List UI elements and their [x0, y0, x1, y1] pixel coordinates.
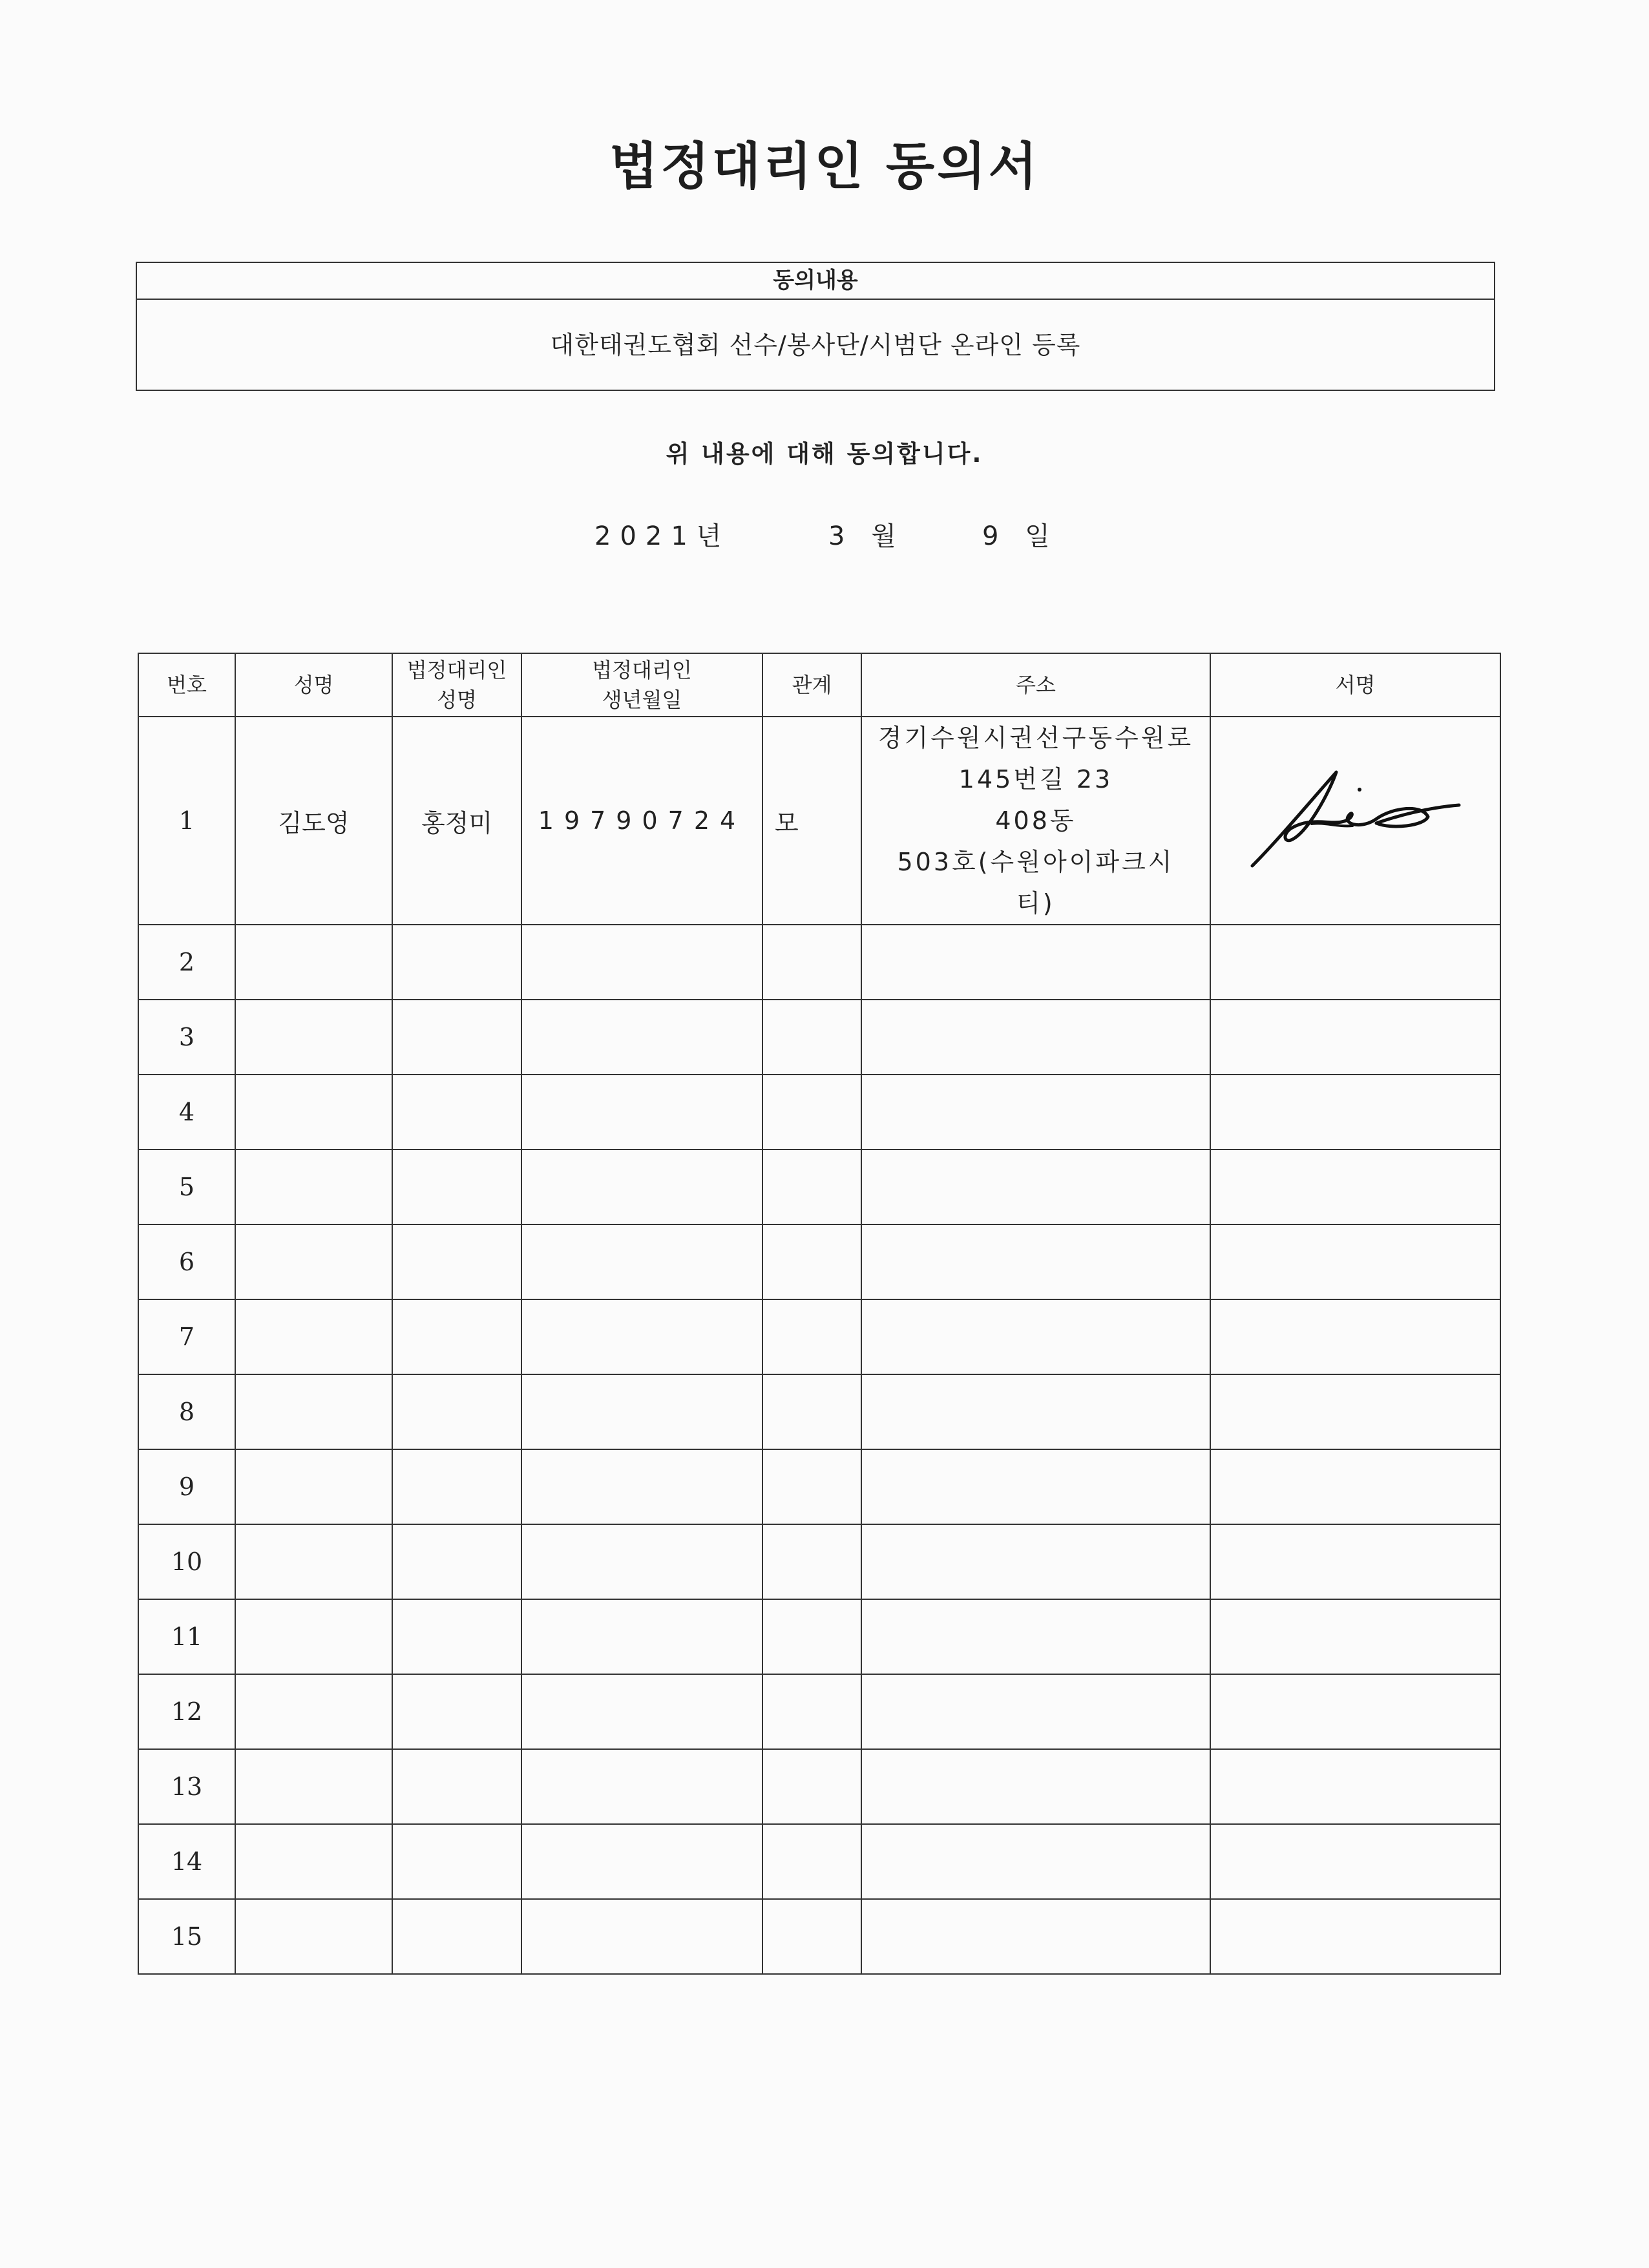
cell-relation	[762, 1674, 861, 1749]
cell-guardian-birth	[521, 1299, 762, 1374]
cell-name	[235, 1299, 392, 1374]
cell-name	[235, 925, 392, 1000]
cell-name	[235, 1075, 392, 1150]
cell-address	[861, 1749, 1210, 1824]
table-row	[138, 1075, 1500, 1150]
cell-relation	[762, 1749, 861, 1824]
cell-no: 9	[138, 1449, 235, 1524]
table-header-row	[138, 653, 1500, 717]
cell-guardian-name: 홍정미	[392, 717, 521, 925]
consent-text: 대한태권도협회 선수/봉사단/시범단 온라인 등록	[550, 331, 1081, 359]
cell-signature	[1210, 1150, 1500, 1224]
cell-relation	[762, 1899, 861, 1974]
cell-signature	[1210, 1899, 1500, 1974]
date-month: 3 월	[828, 521, 905, 551]
cell-address	[861, 1824, 1210, 1899]
cell-address	[861, 717, 1210, 925]
cell-guardian-birth	[521, 1524, 762, 1599]
cell-no: 8	[138, 1374, 235, 1449]
header-guardian-birth	[521, 653, 762, 717]
cell-signature	[1210, 1374, 1500, 1449]
cell-guardian-birth	[521, 1599, 762, 1674]
cell-guardian-birth	[521, 1000, 762, 1075]
header-no: 번호	[138, 653, 235, 717]
table-row	[138, 1449, 1500, 1524]
cell-no: 7	[138, 1299, 235, 1374]
cell-no: 13	[138, 1749, 235, 1824]
cell-signature	[1210, 1299, 1500, 1374]
cell-address	[861, 1599, 1210, 1674]
cell-guardian-birth	[521, 1749, 762, 1824]
cell-relation	[762, 1524, 861, 1599]
cell-guardian-birth	[521, 1449, 762, 1524]
cell-no: 3	[138, 1000, 235, 1075]
cell-guardian-name	[392, 1374, 521, 1449]
table-row	[138, 1674, 1500, 1749]
cell-address	[861, 1374, 1210, 1449]
cell-address	[861, 1075, 1210, 1150]
cell-guardian-name	[392, 1524, 521, 1599]
table-row	[138, 1374, 1500, 1449]
cell-guardian-name	[392, 925, 521, 1000]
cell-guardian-name	[392, 1824, 521, 1899]
cell-signature	[1210, 1000, 1500, 1075]
address-line: 경기수원시권선구동수원로	[877, 724, 1194, 752]
cell-name	[235, 1899, 392, 1974]
cell-no: 10	[138, 1524, 235, 1599]
cell-guardian-name	[392, 1599, 521, 1674]
cell-name	[235, 1449, 392, 1524]
address-line: 티)	[1016, 889, 1055, 918]
cell-relation	[762, 1224, 861, 1299]
table-row	[138, 1000, 1500, 1075]
cell-name	[235, 1674, 392, 1749]
cell-no: 14	[138, 1824, 235, 1899]
handwritten-signature	[1239, 762, 1472, 879]
cell-relation	[762, 1599, 861, 1674]
cell-no: 4	[138, 1075, 235, 1150]
table-row	[138, 1299, 1500, 1374]
cell-name	[235, 1599, 392, 1674]
cell-relation: 모	[762, 717, 861, 925]
cell-guardian-name	[392, 1000, 521, 1075]
consent-header: 동의내용	[137, 263, 1494, 300]
header-name: 성명	[235, 653, 392, 717]
cell-guardian-name	[392, 1224, 521, 1299]
cell-no: 15	[138, 1899, 235, 1974]
cell-guardian-name	[392, 1075, 521, 1150]
cell-no: 1	[138, 717, 235, 925]
cell-guardian-birth	[521, 1824, 762, 1899]
header-relation: 관계	[762, 653, 861, 717]
address-line: 408동	[995, 806, 1077, 835]
cell-guardian-name	[392, 1299, 521, 1374]
cell-relation	[762, 1449, 861, 1524]
table-row	[138, 1749, 1500, 1824]
cell-guardian-birth: 19790724	[521, 717, 762, 925]
cell-address	[861, 1449, 1210, 1524]
date-year: 2021년	[594, 521, 731, 551]
cell-name	[235, 1824, 392, 1899]
table-row	[138, 1599, 1500, 1674]
cell-address	[861, 1150, 1210, 1224]
cell-address	[861, 1674, 1210, 1749]
table-row	[138, 1150, 1500, 1224]
header-guardian-name	[392, 653, 521, 717]
cell-guardian-name	[392, 1749, 521, 1824]
table-row	[138, 1524, 1500, 1599]
header-address: 주소	[861, 653, 1210, 717]
cell-name	[235, 1749, 392, 1824]
cell-name	[235, 1524, 392, 1599]
cell-no: 2	[138, 925, 235, 1000]
cell-signature	[1210, 1524, 1500, 1599]
cell-guardian-name	[392, 1449, 521, 1524]
consent-box	[136, 262, 1495, 391]
cell-relation	[762, 1299, 861, 1374]
date-day: 9 일	[982, 521, 1059, 551]
cell-signature	[1210, 1449, 1500, 1524]
cell-guardian-name	[392, 1674, 521, 1749]
cell-guardian-name	[392, 1150, 521, 1224]
cell-signature	[1210, 717, 1500, 925]
cell-signature	[1210, 1075, 1500, 1150]
cell-no: 12	[138, 1674, 235, 1749]
header-guardian-name-line2: 성명	[437, 688, 477, 712]
cell-address	[861, 1299, 1210, 1374]
cell-no: 6	[138, 1224, 235, 1299]
cell-name: 김도영	[235, 717, 392, 925]
cell-signature	[1210, 1674, 1500, 1749]
cell-guardian-birth	[521, 1224, 762, 1299]
cell-guardian-birth	[521, 1899, 762, 1974]
cell-guardian-birth	[521, 1674, 762, 1749]
cell-guardian-birth	[521, 1150, 762, 1224]
cell-signature	[1210, 1599, 1500, 1674]
cell-guardian-name	[392, 1899, 521, 1974]
document-title: 법정대리인 동의서	[609, 138, 1040, 196]
cell-address	[861, 1899, 1210, 1974]
header-signature: 서명	[1210, 653, 1500, 717]
cell-name	[235, 1150, 392, 1224]
table-row	[138, 717, 1500, 925]
cell-address	[861, 1524, 1210, 1599]
agree-statement: 위 내용에 대해 동의합니다.	[666, 440, 983, 468]
cell-relation	[762, 1374, 861, 1449]
table-row	[138, 1224, 1500, 1299]
cell-address	[861, 1224, 1210, 1299]
cell-guardian-birth	[521, 925, 762, 1000]
table-row	[138, 925, 1500, 1000]
cell-guardian-birth	[521, 1374, 762, 1449]
table-row	[138, 1899, 1500, 1974]
cell-guardian-birth	[521, 1075, 762, 1150]
cell-name	[235, 1000, 392, 1075]
cell-signature	[1210, 1824, 1500, 1899]
cell-signature	[1210, 1749, 1500, 1824]
table-row	[138, 1824, 1500, 1899]
cell-no: 11	[138, 1599, 235, 1674]
cell-relation	[762, 925, 861, 1000]
cell-relation	[762, 1824, 861, 1899]
cell-name	[235, 1374, 392, 1449]
cell-address	[861, 1000, 1210, 1075]
address-line: 145번길 23	[958, 765, 1113, 793]
cell-address	[861, 925, 1210, 1000]
header-guardian-birth-line2: 생년월일	[602, 688, 682, 712]
cell-relation	[762, 1000, 861, 1075]
cell-name	[235, 1224, 392, 1299]
cell-no: 5	[138, 1150, 235, 1224]
address-line: 503호(수원아이파크시	[897, 848, 1175, 876]
cell-signature	[1210, 1224, 1500, 1299]
header-guardian-birth-line1: 법정대리인	[592, 658, 692, 682]
guardian-table	[138, 653, 1501, 1975]
cell-relation	[762, 1150, 861, 1224]
cell-signature	[1210, 925, 1500, 1000]
header-guardian-name-line1: 법정대리인	[406, 658, 507, 682]
cell-relation	[762, 1075, 861, 1150]
